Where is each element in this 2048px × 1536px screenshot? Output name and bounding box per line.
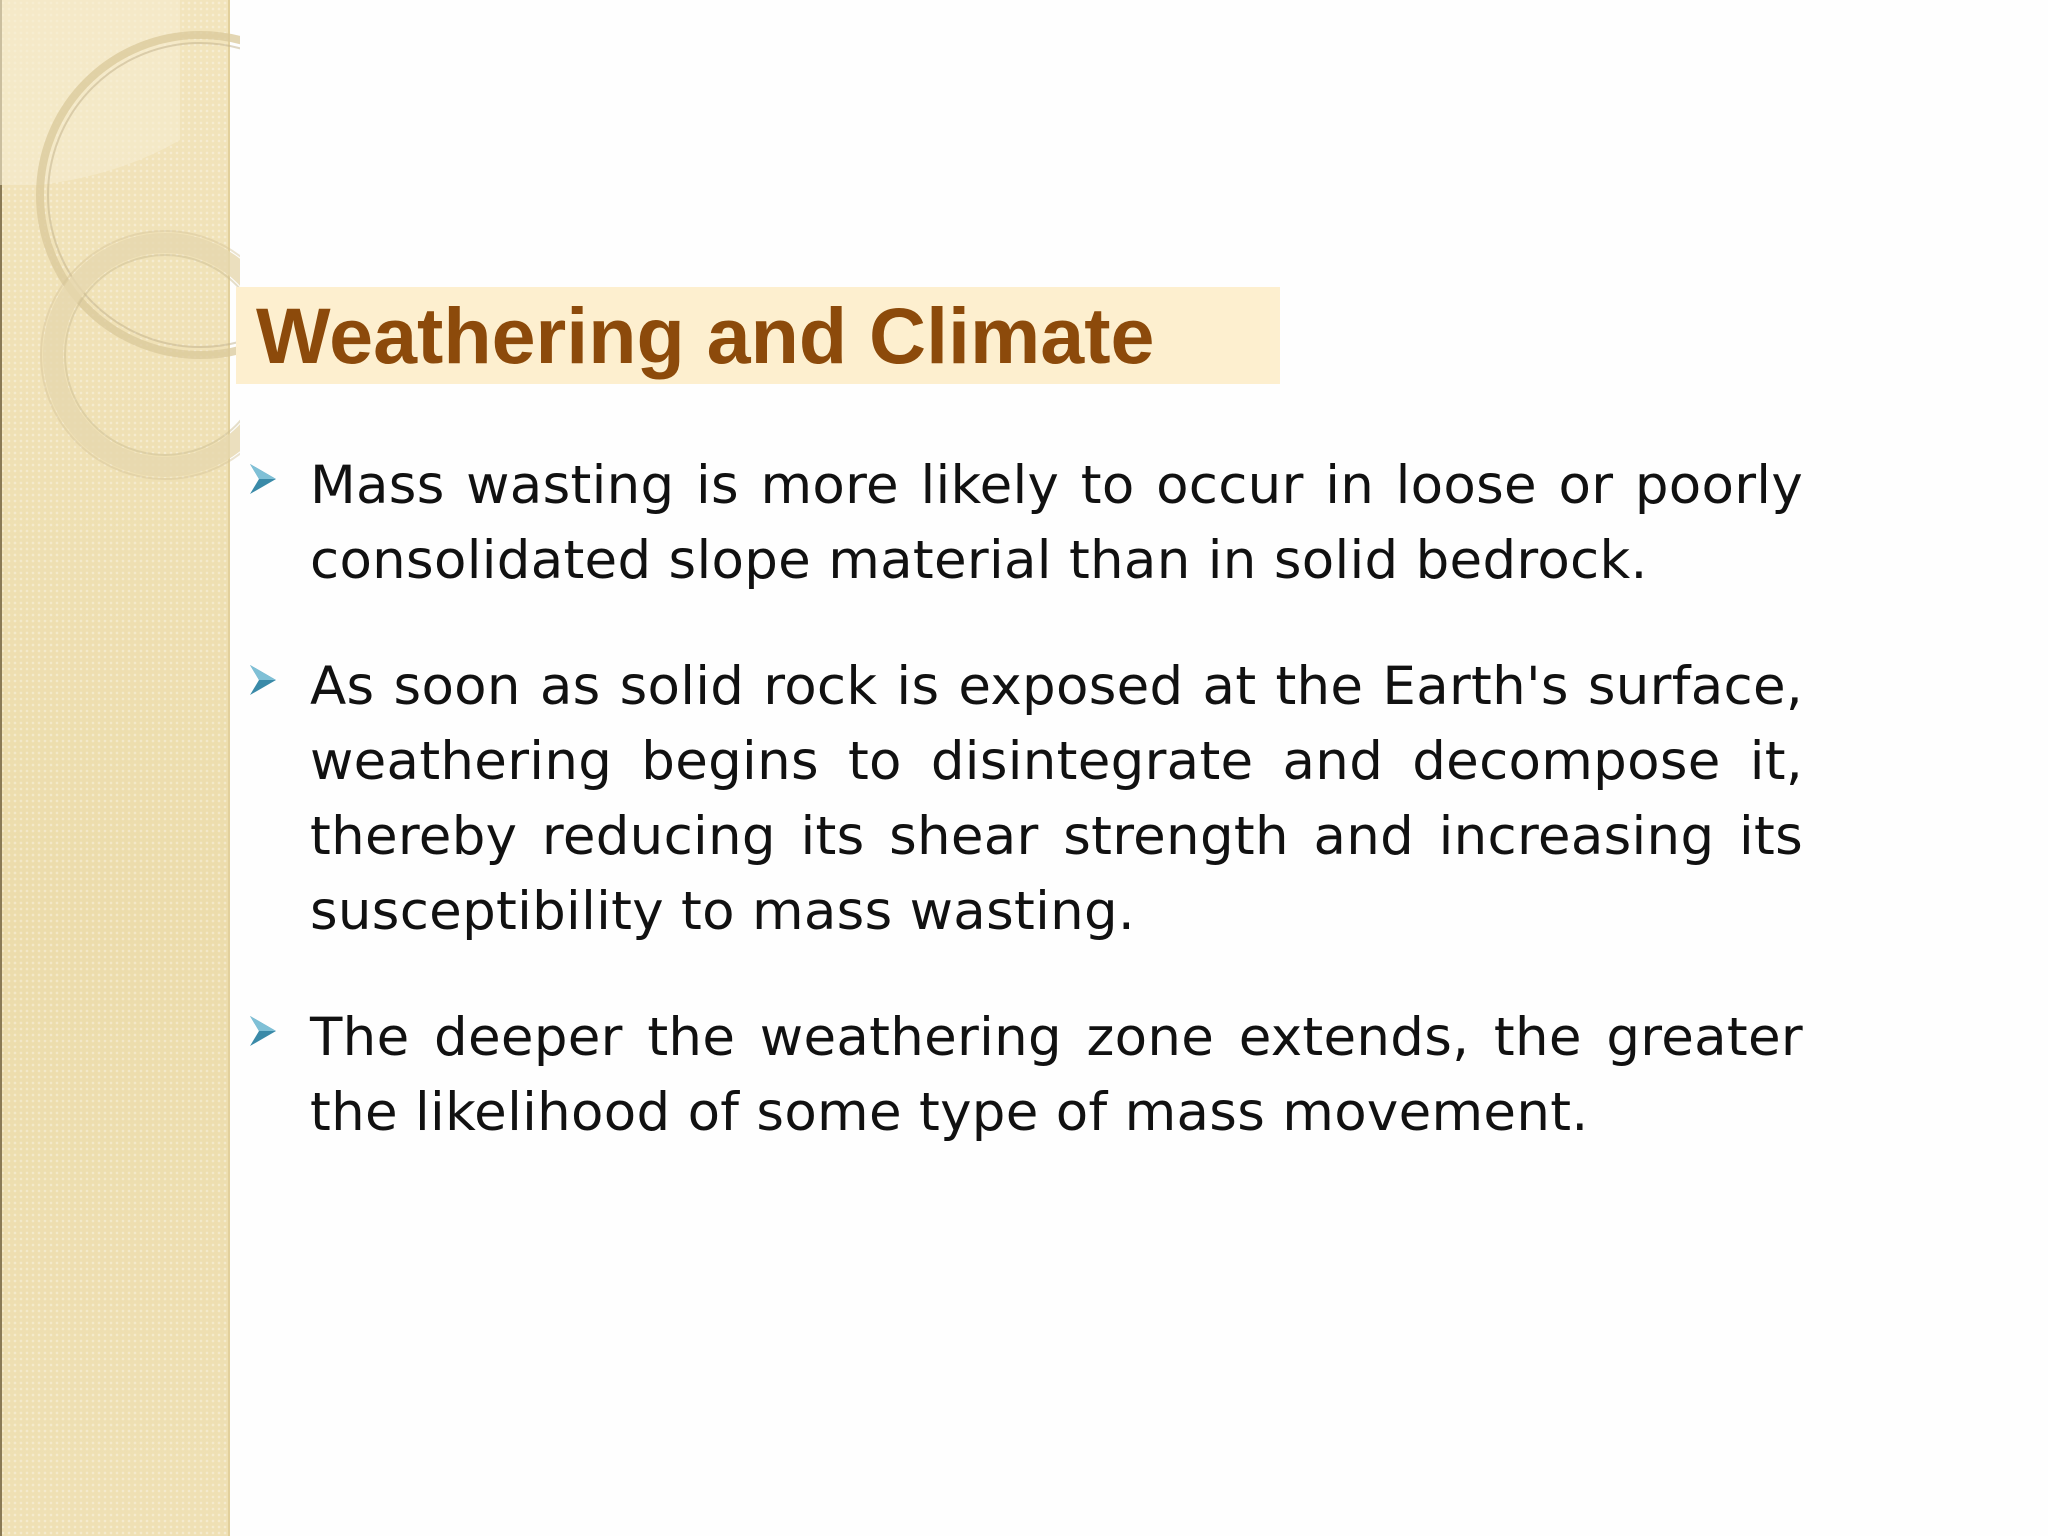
arrowhead-bullet-icon — [248, 462, 278, 496]
bullet-text: Mass wasting is more likely to occur in loose or poorly consolidated slope material than in solid bedrock. — [310, 455, 1803, 591]
ring-decoration-icon — [0, 0, 240, 520]
bullet-text: As soon as solid rock is exposed at the Earth's surface, weathering begins to disintegrate and decompose it, thereby reducing its shear strength and increasing its susceptibility to mass wasting. — [310, 656, 1803, 942]
list-item — [248, 1000, 1803, 1150]
list-item — [248, 649, 1803, 949]
bullet-list — [248, 448, 1803, 1201]
bullet-text: The deeper the weathering zone extends, the greater the likelihood of some type of mass movement. — [310, 1007, 1803, 1143]
arrowhead-bullet-icon — [248, 663, 278, 697]
title-banner — [236, 287, 1280, 384]
list-item — [248, 448, 1803, 598]
arrowhead-bullet-icon — [248, 1014, 278, 1048]
slide-title: Weathering and Climate — [256, 291, 1155, 380]
